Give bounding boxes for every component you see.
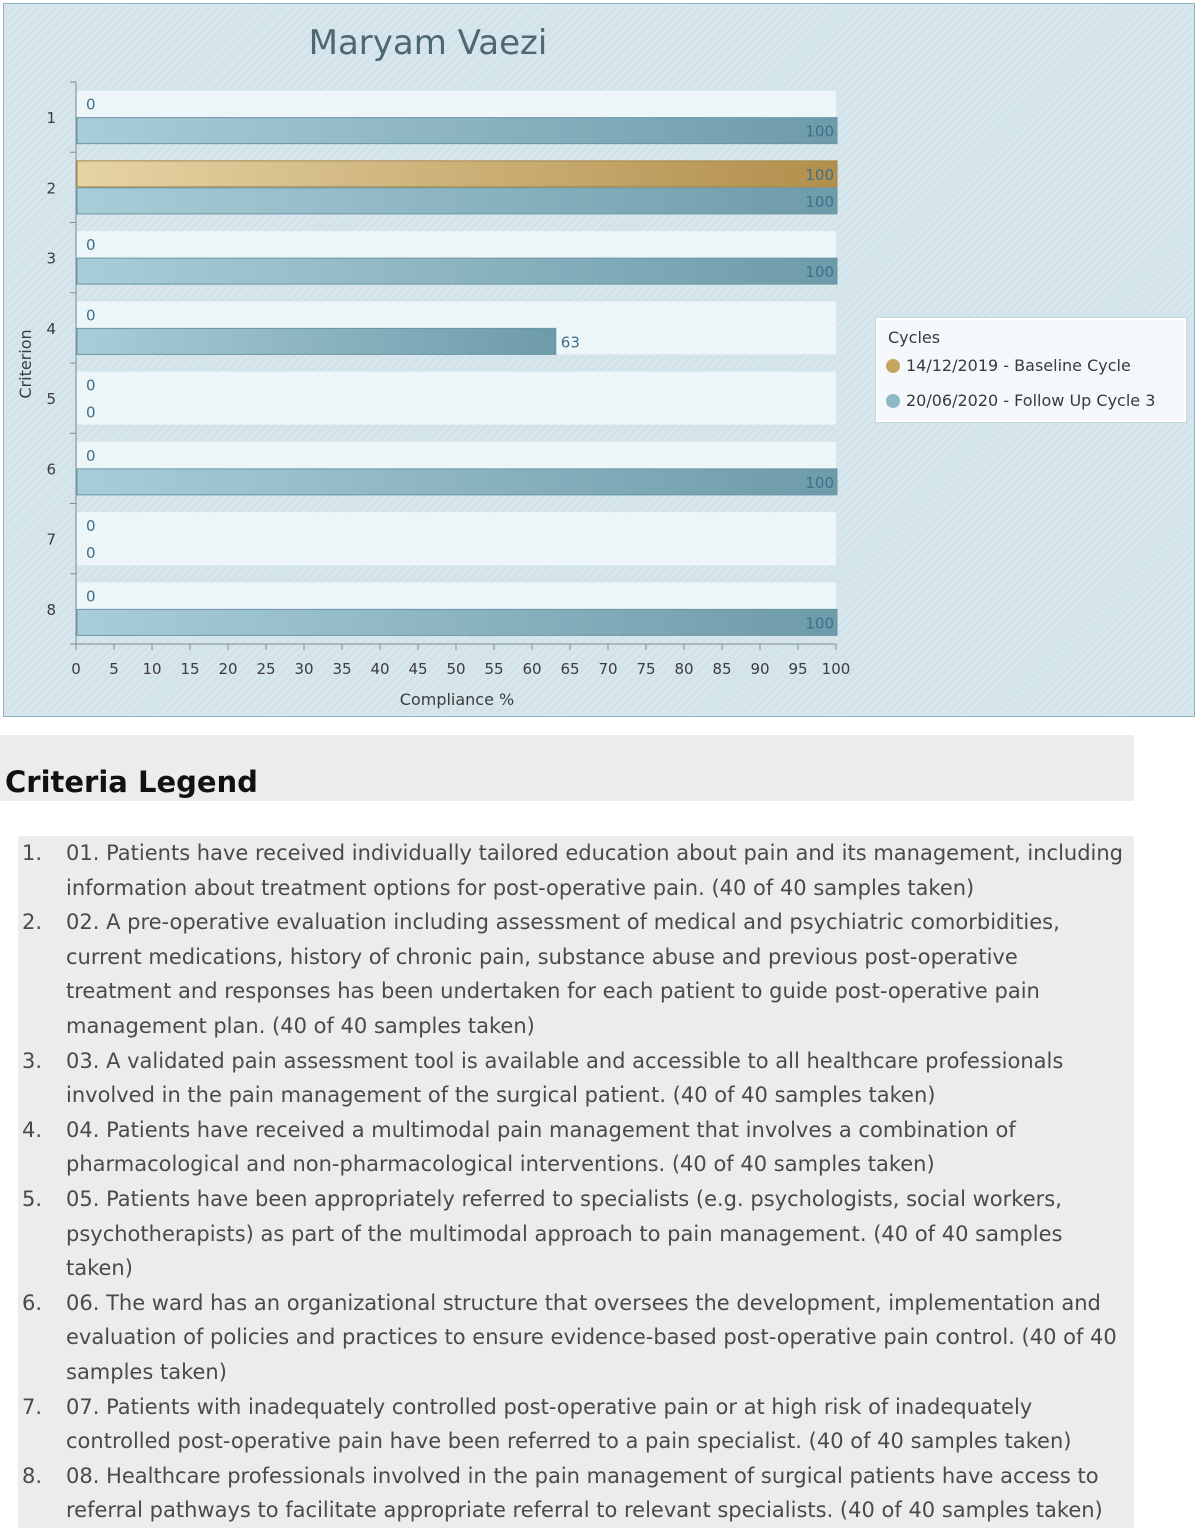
legend-title: Cycles bbox=[888, 328, 941, 347]
legend-item-follow-up[interactable] bbox=[886, 391, 1155, 410]
criteria-item-text: 04. Patients have received a multimodal pain management that involves a combination of pharmacological and non-pharmacological interventions. (40 of 40 samples taken) bbox=[66, 1117, 1016, 1177]
bar-follow-up bbox=[77, 258, 837, 284]
bar-value-label: 0 bbox=[86, 544, 96, 563]
y-tick-label: 2 bbox=[46, 179, 56, 198]
y-tick-label: 8 bbox=[46, 600, 56, 619]
bar-follow-up bbox=[77, 188, 837, 214]
bar-value-label: 0 bbox=[86, 95, 96, 114]
criteria-item-text: 01. Patients have received individually tailored education about pain and its management, including information about treatment options for post-operative pain. (40 of 40 samples taken) bbox=[66, 841, 1124, 900]
bar-value-label: 100 bbox=[805, 165, 834, 184]
bar-follow-up bbox=[77, 328, 556, 354]
criteria-item-text: 08. Healthcare professionals involved in the pain management of surgical patients have access to referral pathways to facilitate appropriate referral to relevant specialists. (40 of 40 samples taken) bbox=[66, 1463, 1103, 1523]
criteria-item-number: 6. bbox=[22, 1290, 43, 1315]
criteria-item-number: 1. bbox=[22, 841, 43, 865]
category-band-hatch bbox=[77, 372, 836, 425]
y-tick-label: 4 bbox=[46, 319, 56, 338]
criteria-legend-title: Criteria Legend bbox=[5, 765, 258, 799]
bar-value-label: 100 bbox=[805, 122, 834, 141]
criteria-item bbox=[18, 836, 1134, 905]
criteria-legend-header bbox=[0, 735, 1134, 801]
x-tick-label: 95 bbox=[788, 660, 808, 678]
legend-item-baseline[interactable] bbox=[886, 356, 1131, 375]
criteria-item-text: 06. The ward has an organizational structure that oversees the development, implementation and evaluation of policies and practices to ensure evidence-based post-operative pain control. (40 of 40 samples taken) bbox=[66, 1290, 1117, 1384]
bar-baseline bbox=[77, 161, 837, 187]
y-tick-label: 3 bbox=[46, 249, 56, 268]
x-tick-label: 60 bbox=[522, 660, 542, 678]
legend-dot-icon bbox=[886, 359, 900, 373]
x-tick-label: 75 bbox=[636, 660, 656, 678]
x-tick-label: 20 bbox=[218, 660, 238, 678]
legend-item-label: 20/06/2020 - Follow Up Cycle 3 bbox=[906, 391, 1156, 410]
x-tick-label: 30 bbox=[294, 660, 314, 678]
criteria-item bbox=[18, 1182, 1134, 1286]
bar-follow-up bbox=[77, 118, 837, 144]
y-tick-label: 6 bbox=[46, 460, 56, 479]
bar-value-label: 0 bbox=[86, 306, 96, 325]
criteria-item bbox=[18, 1286, 1134, 1390]
criteria-item bbox=[18, 1390, 1134, 1459]
criteria-item-number: 4. bbox=[22, 1117, 43, 1142]
bar-value-label: 0 bbox=[86, 587, 96, 606]
bar-value-label: 0 bbox=[86, 376, 96, 395]
criteria-item-text: 02. A pre-operative evaluation including assessment of medical and psychiatric comorbidities, current medications, history of chronic pain, substance abuse and previous post-operative treatment and responses has been undertaken for each patient to guide post-operative pain management plan. (40 of 40 samples taken) bbox=[66, 910, 1060, 1038]
x-tick-label: 5 bbox=[109, 660, 119, 678]
x-tick-label: 0 bbox=[71, 660, 81, 678]
criteria-item-text: 03. A validated pain assessment tool is available and accessible to all healthcare professionals involved in the pain management of the surgical patient. (40 of 40 samples taken) bbox=[66, 1048, 1064, 1108]
x-axis-label: Compliance % bbox=[399, 690, 515, 709]
criteria-list bbox=[18, 836, 1134, 1528]
x-tick-label: 50 bbox=[446, 660, 466, 678]
criteria-item-text: 05. Patients have been appropriately referred to specialists (e.g. psychologists, social workers, psychotherapists) as part of the multimodal approach to pain management. (40 of 40 samples taken) bbox=[66, 1186, 1063, 1281]
bar-value-label: 63 bbox=[560, 333, 580, 352]
chart-title: Maryam Vaezi bbox=[308, 23, 548, 63]
bar-value-label: 0 bbox=[86, 403, 96, 422]
criteria-item-number: 7. bbox=[22, 1394, 43, 1419]
x-tick-label: 15 bbox=[180, 660, 200, 678]
x-tick-label: 35 bbox=[332, 660, 352, 678]
y-axis-label: Criterion bbox=[16, 329, 35, 399]
criteria-item-number: 8. bbox=[22, 1463, 43, 1488]
criteria-item-number: 2. bbox=[22, 910, 43, 935]
x-tick-label: 10 bbox=[142, 660, 162, 678]
bar-value-label: 100 bbox=[805, 192, 834, 211]
bar-value-label: 0 bbox=[86, 517, 96, 536]
criteria-item-number: 3. bbox=[22, 1048, 43, 1073]
criteria-item bbox=[18, 1459, 1134, 1528]
criteria-item-number: 5. bbox=[22, 1186, 43, 1211]
bar-value-label: 100 bbox=[805, 263, 834, 282]
legend-item-label: 14/12/2019 - Baseline Cycle bbox=[906, 356, 1131, 375]
x-tick-label: 55 bbox=[484, 660, 504, 678]
y-tick-label: 5 bbox=[46, 390, 56, 409]
bar-follow-up bbox=[77, 609, 837, 635]
x-tick-label: 80 bbox=[674, 660, 694, 678]
x-tick-label: 85 bbox=[712, 660, 732, 678]
chart-panel bbox=[3, 3, 1195, 717]
bar-value-label: 100 bbox=[805, 614, 834, 633]
x-tick-label: 90 bbox=[750, 660, 770, 678]
criteria-item bbox=[18, 905, 1134, 1043]
bar-value-label: 100 bbox=[805, 473, 834, 492]
x-tick-label: 25 bbox=[256, 660, 276, 678]
category-band-hatch bbox=[77, 512, 836, 565]
chart-legend bbox=[876, 318, 1186, 422]
y-tick-label: 1 bbox=[46, 109, 56, 128]
legend-dot-icon bbox=[886, 394, 900, 408]
x-tick-label: 40 bbox=[370, 660, 390, 678]
criteria-list-box bbox=[18, 836, 1134, 1528]
bar-value-label: 0 bbox=[86, 446, 96, 465]
x-tick-label: 100 bbox=[821, 660, 851, 678]
criteria-item-text: 07. Patients with inadequately controlled post-operative pain or at high risk of inadequately controlled post-operative pain have been referred to a pain specialist. (40 of 40 samples taken) bbox=[66, 1394, 1072, 1454]
bar-follow-up bbox=[77, 469, 837, 495]
x-tick-label: 65 bbox=[560, 660, 580, 678]
y-tick-label: 7 bbox=[46, 530, 56, 549]
bar-value-label: 0 bbox=[86, 236, 96, 255]
x-tick-label: 70 bbox=[598, 660, 618, 678]
criteria-item bbox=[18, 1044, 1134, 1113]
criteria-item bbox=[18, 1113, 1134, 1182]
x-tick-label: 45 bbox=[408, 660, 428, 678]
